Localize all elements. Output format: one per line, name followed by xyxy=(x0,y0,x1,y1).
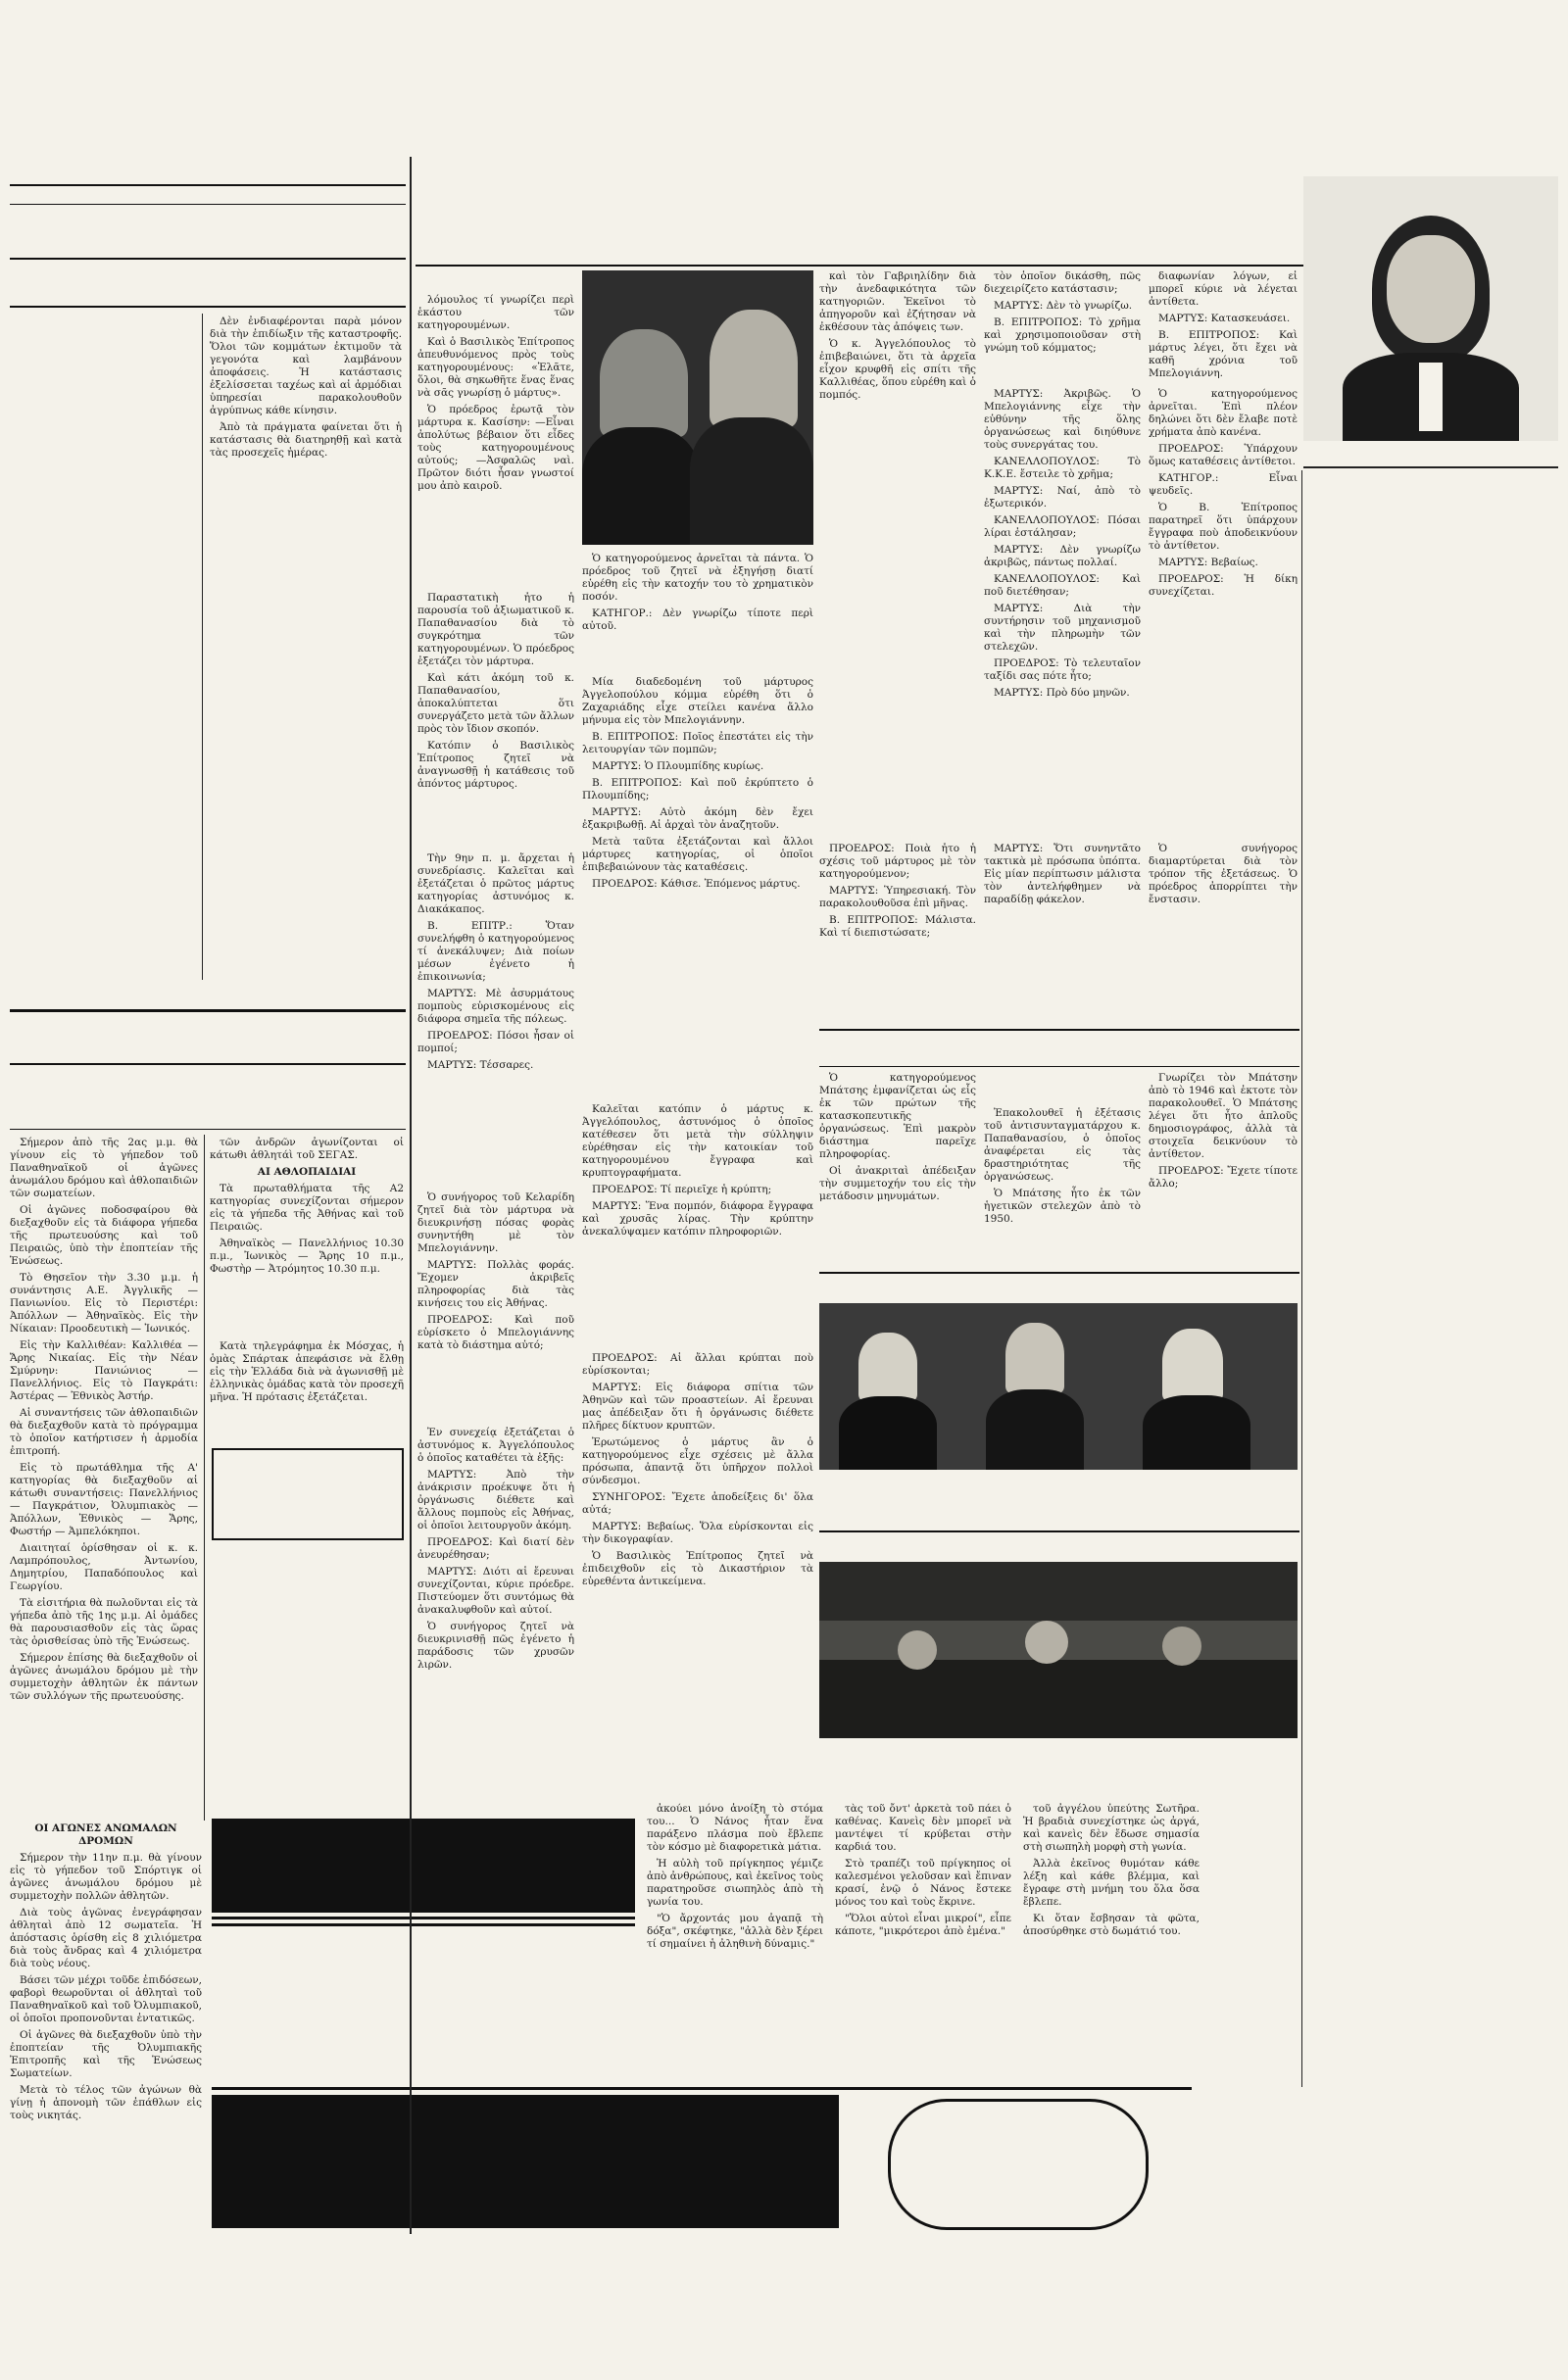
serial-text-1: ἀκούει μόνο ἀνοίξη τὸ στόμα του... Ὁ Νάνος ἦταν ἕνα παράξενο πλάσμα ποὺ ἔβλεπε τὸν κόσμο μὲ διαφορετικὰ μάτια. Ἡ αὐλὴ τοῦ πρίγκηπος γέμιζε ἀπὸ ἀνθρώπους, καὶ ἐκεῖνος τοὺς παρατηροῦσε σιωπηλὸς ἀπὸ τὴ γωνία του. "Ὁ ἄρχοντάς μου ἀγαπᾷ τὴ δόξα", σκέφτηκε, "ἀλλὰ δὲν ξέρει τί σημαίνει ἡ ἀληθινὴ δύναμις." xyxy=(647,1803,823,1950)
photo-funeral-caption xyxy=(819,1742,1298,1795)
story-text-col3b: Παραστατικὴ ἦτο ἡ παρουσία τοῦ ἀξιωματικοῦ κ. Παπαθανασίου διὰ τὸ συγκρότημα τῶν κατηγορουμένων. Ὁ πρόεδρος ἐξετάζει τὸν μάρτυρα. Καὶ κάτι ἀκόμη τοῦ κ. Παπαθανασίου, ἀποκαλύπτεται ὅτι συνεργάζετο μετὰ τῶν ἄλλων πρὸς τὸν ἴδιον σκοπόν. Κατόπιν ὁ Βασιλικὸς Ἐπίτροπος ζητεῖ νὰ ἀναγνωσθῇ ἡ κατάθεσις τοῦ ἀπόντος μάρτυρος. xyxy=(417,592,574,790)
masthead-name xyxy=(10,157,406,180)
story-text-col4a: Ὁ κατηγορούμενος ἀρνεῖται τὰ πάντα. Ὁ πρόεδρος τοῦ ζητεῖ νὰ ἐξηγήσῃ διατί εὑρέθη εἰς τὴν κατοχήν του τὸ χρηματικὸν ποσόν. ΚΑΤΗΓΟΡ.: Δὲν γνωρίζω τίποτε περὶ αὐτοῦ. xyxy=(582,553,813,632)
photo-invitation xyxy=(819,1303,1298,1470)
story-text-col7c: Ὁ συνήγορος διαμαρτύρεται διὰ τὸν τρόπον τῆς ἐξετάσεως. Ὁ πρόεδρος ἀπορρίπτει τὴν ἔνστασιν. xyxy=(1149,843,1298,905)
story-text-col7b: Ὁ κατηγορούμενος ἀρνεῖται. Ἐπὶ πλέον δηλώνει ὅτι δὲν ἔλαβε ποτὲ χρήματα ἀπὸ κανένα. ΠΡΟΕΔΡΟΣ: Ὑπάρχουν ὅμως καταθέσεις ἀντίθετοι. ΚΑΤΗΓΟΡ.: Εἶναι ψευδεῖς. Ὁ Β. Ἐπίτροπος παρατηρεῖ ὅτι ὑπάρχουν ἔγγραφα ποὺ ἀποδεικνύουν τὸ ἀντίθετον. ΜΑΡΤΥΣ: Βεβαίως. ΠΡΟΕΔΡΟΣ: Ἡ δίκη συνεχίζεται. xyxy=(1149,388,1298,598)
spy-text-col1: Ὁ κατηγορούμενος Μπάτσης ἐμφανίζεται ὡς εἷς ἐκ τῶν πρώτων τῆς κατασκοπευτικῆς ὀργανώσεως. Ἐπὶ μακρὸν διάστημα παρεῖχε πληροφορίας. Οἱ ἀνακριταὶ ἀπέδειξαν τὴν συμμετοχήν του εἰς τὴν μετάδοσιν μηνυμάτων. xyxy=(819,1072,976,1202)
story-text-col3d: Ὁ συνήγορος τοῦ Κελαρίδη ζητεῖ διὰ τὸν μάρτυρα νὰ διευκρινήσῃ πόσας φορὰς συνηντήθη μὲ τὸν Μπελογιάννην. ΜΑΡΤΥΣ: Πολλὰς φοράς. Ἔχομεν ἀκριβεῖς πληροφορίας διὰ τὰς κινήσεις του εἰς Ἀθήνας. ΠΡΟΕΔΡΟΣ: Καὶ ποῦ εὑρίσκετο ὁ Μπελογιάννης κατὰ τὸ διάστημα αὐτό; xyxy=(417,1191,574,1351)
doctor-ad xyxy=(212,1448,404,1540)
col2-text-1 xyxy=(210,529,402,833)
serial-text-3: τοῦ ἀγγέλου ὑπεύτης Σωτῆρα. Ἡ βραδιὰ συνεχίστηκε ὡς ἀργά, καὶ κανεὶς δὲν ἔδωσε σημασία στὴ σιωπηλὴ μορφὴ στὴ γωνία. Ἀλλὰ ἐκεῖνος θυμόταν κάθε λέξη καὶ κάθε βλέμμα, καὶ ἔγραφε στὴ μνήμη του ὅλα ὅσα ἔβλεπε. Κι ὅταν ἔσβησαν τὰ φῶτα, ἀποσύρθηκε στὸ δωμάτιό του. xyxy=(1023,1803,1200,1937)
book-ad xyxy=(212,1819,635,1913)
story-text-col3c: Τὴν 9ην π. μ. ἄρχεται ἡ συνεδρίασις. Καλεῖται καὶ ἐξετάζεται ὁ πρῶτος μάρτυς κατηγορίας ἀστυνόμος κ. Διακάκαπος. Β. ΕΠΙΤΡ.: Ὅταν συνελήφθη ὁ κατηγορούμενος τί ἀνεκάλυψεν; Διὰ ποίων μέσων ἐγένετο ἡ ἐπικοινωνία; ΜΑΡΤΥΣ: Μὲ ἀσυρμάτους πομποὺς εὑρισκομένους εἰς διάφορα σημεῖα τῆς πόλεως. ΠΡΟΕΔΡΟΣ: Πόσοι ἦσαν οἱ πομποί; ΜΑΡΤΥΣ: Τέσσαρες. xyxy=(417,852,574,1071)
story-text-col5b: ΠΡΟΕΔΡΟΣ: Ποιὰ ἦτο ἡ σχέσις τοῦ μάρτυρος μὲ τὸν κατηγορούμενον; ΜΑΡΤΥΣ: Ὑπηρεσιακή. Τὸν παρακολουθοῦσα ἐπὶ μῆνας. Β. ΕΠΙΤΡΟΠΟΣ: Μάλιστα. Καὶ τί διεπιστώσατε; xyxy=(819,843,976,939)
col2-text-2 xyxy=(210,860,402,980)
story-text-col4b: Μία διαδεδομένη τοῦ μάρτυρος Ἀγγελοπούλου κόμμα εὑρέθη ὅτι ὁ Ζαχαριάδης εἶχε στείλει κανένα ἄλλο μήνυμα εἰς τὸν Μπελογιάννην. Β. ΕΠΙΤΡΟΠΟΣ: Ποῖος ἐπεστάτει εἰς τὴν λειτουργίαν τῶν πομπῶν; ΜΑΡΤΥΣ: Ὁ Πλουμπίδης κυρίως. Β. ΕΠΙΤΡΟΠΟΣ: Καὶ ποῦ ἐκρύπτετο ὁ Πλουμπίδης; ΜΑΡΤΥΣ: Αὐτὸ ἀκόμη δὲν ἔχει ἐξακριβωθῇ. Αἱ ἀρχαὶ τὸν ἀναζητοῦν. Μετὰ ταῦτα ἐξετάζονται καὶ ἄλλοι μάρτυρες κατηγορίας, οἱ ὁποῖοι ἐπιβεβαιώνουν τὰς καταθέσεις. ΠΡΟΕΔΡΟΣ: Κάθισε. Ἐπόμενος μάρτυς. xyxy=(582,676,813,890)
sports-text-right: τῶν ἀνδρῶν ἀγωνίζονται οἱ κάτωθι ἀθλητάὶ τοῦ ΣΕΓΑΣ. ΑΙ ΑΘΛΟΠΑΙΔΙΑΙ Τὰ πρωταθλήματα τῆς Α2 κατηγορίας συνεχίζονται σήμερον εἰς τὰ γήπεδα τῆς Ἀθήνας καὶ τοῦ Πειραιῶς. Ἀθηναϊκὸς — Πανελλήνιος 10.30 π.μ., Ἰωνικὸς — Ἄρης 10 π.μ., Φωστὴρ — Ἀτρόμητος 10.30 π.μ. xyxy=(210,1137,404,1275)
sports-text-left: Σήμερον ἀπὸ τῆς 2ας μ.μ. θὰ γίνουν εἰς τὸ γήπεδον τοῦ Παναθηναϊκοῦ οἱ ἀγῶνες ἀνωμάλου δρόμου καὶ ἀθλοπαιδιῶν τῶν σωματείων. Οἱ ἀγῶνες ποδοσφαίρου θὰ διεξαχθοῦν εἰς τὰ διάφορα γήπεδα τῆς πρωτευούσης καὶ τοῦ Πειραιῶς, ὑπὸ τὴν ἐποπτείαν τῆς Ἑνώσεως. Τὸ Θησεῖον τὴν 3.30 μ.μ. ἡ συνάντησις Α.Ε. Ἀγγλικῆς — Πανιωνίου. Εἰς τὸ Περιστέρι: Ἀπόλλων — Ἀθηναϊκὸς. Εἰς τὴν Νίκαιαν: Προοδευτικὴ — Ἰωνικός. Εἰς τὴν Καλλιθέαν: Καλλιθέα — Ἄρης Νικαίας. Εἰς τὴν Νέαν Σμύρνην: Πανιώνιος — Πανελλήνιος. Εἰς τὸ Παγκράτι: Ἀστέρας — Ἐθνικὸς Ἀστήρ. Αἱ συναντήσεις τῶν ἀθλοπαιδιῶν θὰ διεξαχθοῦν κατὰ τὸ πρόγραμμα τὸ ὁποῖον κατήρτισεν ἡ ἁρμοδία ἐπιτροπή. Εἰς τὸ πρωτάθλημα τῆς Α' κατηγορίας θὰ διεξαχθοῦν αἱ κάτωθι συναντήσεις: Πανελλήνιος — Παγκράτιον, Ὀλυμπιακὸς — Ἀπόλλων, Ἐθνικὸς — Ἄρης, Φωστήρ — Ἀμπελόκηποι. Διαιτηταί ὁρίσθησαν οἱ κ. κ. Λαμπρόπουλος, Ἀντωνίου, Δημητρίου, Παπαδόπουλος καὶ Γεωργίου. Τὰ εἰσιτήρια θὰ πωλοῦνται εἰς τὰ γήπεδα ἀπὸ τῆς 1ης μ.μ. Αἱ ὁμάδες θὰ παρουσιασθοῦν εἰς τὰς ὥρας τὰς ὁρισθείσας ὑπὸ τῆς Ἑνώσεως. Σήμερον ἐπίσης θὰ διεξαχθοῦν οἱ ἀγῶνες ἀνωμάλου δρόμου μὲ τὴν συμμετοχὴν ἀθλητῶν ἐκ πάντων τῶν συλλόγων τῆς πρωτευούσης. xyxy=(10,1137,198,1702)
photo-defendants xyxy=(582,270,813,545)
notes-text-2 xyxy=(10,506,196,731)
notes-text-3 xyxy=(10,756,196,913)
story-text-col6a: τὸν ὁποῖον δικάσθη, πῶς διεχειρίζετο κατάστασιν; ΜΑΡΤΥΣ: Δὲν τὸ γνωρίζω. Β. ΕΠΙΤΡΟΠΟΣ: Τὸ χρῆμα καὶ χρησιμοποιοῦσαν στὴ γνώμη τοῦ κόμματος; xyxy=(984,270,1141,354)
story-text-col7a: διαφωνίαν λόγων, εἰ μπορεῖ κύριε νὰ λέγεται ἀντίθετα. ΜΑΡΤΥΣ: Κατασκευάσει. Β. ΕΠΙΤΡΟΠΟΣ: Καὶ μάρτυς λέγει, ὅτι ἔχει νὰ καθῆ χρόνια τοῦ Μπελογιάννη. xyxy=(1149,270,1298,378)
notes-text-1 xyxy=(10,333,196,480)
sports-text-bottom: ΟΙ ΑΓΩΝΕΣ ΑΝΩΜΑΛΩΝ ΔΡΟΜΩΝ Σήμερον τὴν 11ην π.μ. θὰ γίνουν εἰς τὸ γήπεδον τοῦ Σπόρτιγκ οἱ ἀγῶνες ἀνωμάλου δρόμου μὲ συμμετοχὴν πολλῶν ἀθλητῶν. Διὰ τοὺς ἀγῶνας ἐνεγράφησαν ἀθληταὶ ἀπὸ 12 σωματεῖα. Ἡ ἀπόστασις ὁρίσθη εἰς 8 χιλιόμετρα διὰ τοὺς ἄνδρας καὶ 4 χιλιόμετρα διὰ τοὺς νέους. Βάσει τῶν μέχρι τοῦδε ἐπιδόσεων, φαβορὶ θεωροῦνται οἱ ἀθληταὶ τοῦ Παναθηναϊκοῦ καὶ τοῦ Ὀλυμπιακοῦ, οἱ ὁποῖοι προπονοῦνται ἐντατικῶς. Οἱ ἀγῶνες θὰ διεξαχθοῦν ὑπὸ τὴν ἐποπτείαν τῆς Ὀλυμπιακῆς Ἐπιτροπῆς καὶ τῆς Ἑνώσεως Σωματείων. Μετὰ τὸ τέλος τῶν ἀγώνων θὰ γίνῃ ἡ ἀπονομὴ τῶν ἐπάθλων εἰς τοὺς νικητάς. xyxy=(10,1822,202,2121)
race-ad xyxy=(212,2087,1192,2234)
masthead xyxy=(10,157,406,255)
portrait-witness xyxy=(1303,176,1558,441)
story-text-col4d: ΠΡΟΕΔΡΟΣ: Αἱ ἄλλαι κρύπται ποὺ εὑρίσκονται; ΜΑΡΤΥΣ: Εἰς διάφορα σπίτια τῶν Ἀθηνῶν καὶ τῶν προαστείων. Αἱ ἔρευναι μας ἀπέδειξαν ὅτι ἡ ὀργάνωσις διέθετε πλῆρες δίκτυον κρυπτῶν. Ἐρωτώμενος ὁ μάρτυς ἂν ὁ κατηγορούμενος εἶχε σχέσεις μὲ ἄλλα πρόσωπα, ἀπαντᾷ ὅτι ὑπῆρχον πολλοὶ σύνδεσμοι. ΣΥΝΗΓΟΡΟΣ: Ἔχετε ἀποδείξεις δι' ὅλα αὐτά; ΜΑΡΤΥΣ: Βεβαίως. Ὅλα εὑρίσκονται εἰς τὴν δικογραφίαν. Ὁ Βασιλικὸς Ἐπίτροπος ζητεῖ νὰ ἐπιδειχθοῦν εἰς τὸ Δικαστήριον τὰ εὑρεθέντα ἀντικείμενα. xyxy=(582,1352,813,1587)
race-ad-today-box xyxy=(888,2099,1149,2230)
story-text-col6b: ΜΑΡΤΥΣ: Ἀκριβῶς. Ὁ Μπελογιάννης εἶχε τὴν εὐθύνην τῆς ὅλης ὀργανώσεως καὶ διηύθυνε τοὺς συνεργάτας του. ΚΑΝΕΛΛΟΠΟΥΛΟΣ: Τὸ Κ.Κ.Ε. ἔστειλε τὸ χρῆμα; ΜΑΡΤΥΣ: Ναί, ἀπὸ τὸ ἐξωτερικόν. ΚΑΝΕΛΛΟΠΟΥΛΟΣ: Πόσαι λίραι ἐστάλησαν; ΜΑΡΤΥΣ: Δὲν γνωρίζω ἀκριβῶς, πάντως πολλαί. ΚΑΝΕΛΛΟΠΟΥΛΟΣ: Καὶ ποῦ διετέθησαν; ΜΑΡΤΥΣ: Διὰ τὴν συντήρησιν τοῦ μηχανισμοῦ καὶ τὴν πληρωμὴν τῶν στελεχῶν. ΠΡΟΕΔΡΟΣ: Τὸ τελευταῖον ταξίδι σας πότε ἦτο; ΜΑΡΤΥΣ: Πρὸ δύο μηνῶν. xyxy=(984,388,1141,699)
serial-text-2: τὰς τοῦ ὄντ' ἀρκετὰ τοῦ πάει ὁ καθένας. Κανεὶς δὲν μπορεῖ νὰ μαντέψει τί κρύβεται στὴν καρδιά του. Στὸ τραπέζι τοῦ πρίγκηπος οἱ καλεσμένοι γελοῦσαν καὶ ἔπιναν κρασί, ἐνῷ ὁ Νάνος ἔστεκε μόνος του καὶ τοὺς ἔκρινε. "Ὅλοι αὐτοὶ εἶναι μικροί", εἶπε κάποτε, "μικρότεροι ἀπὸ ἐμένα." xyxy=(835,1803,1011,1937)
spy-text-col3: Γνωρίζει τὸν Μπάτσην ἀπὸ τὸ 1946 καὶ ἐκτοτε τὸν παρακολουθεῖ. Ὁ Μπάτσης λέγει ὅτι ἦτο ἁπλοῦς δημοσιογράφος, ἀλλὰ τὰ στοιχεῖα δεικνύουν τὸ ἀντίθετον. ΠΡΟΕΔΡΟΣ: Ἔχετε τίποτε ἄλλο; xyxy=(1149,1072,1298,1190)
sports-text-right-2: Κατὰ τηλεγράφημα ἐκ Μόσχας, ἡ ὁμὰς Σπάρτακ ἀπεφάσισε νὰ ἔλθῃ εἰς τὴν Ἑλλάδα διὰ νὰ ἀγωνισθῇ μὲ ἑλληνικὰς ὁμάδας κατὰ τὸν προσεχῆ μῆνα. Ἡ πρότασις ἐξετάζεται. xyxy=(210,1340,404,1403)
photo-invitation-caption xyxy=(819,1474,1298,1525)
book-ad-author xyxy=(212,1917,635,1926)
story-text-col3e: Ἐν συνεχείᾳ ἐξετάζεται ὁ ἀστυνόμος κ. Ἀγγελόπουλος ὁ ὁποῖος καταθέτει τὰ ἑξῆς: ΜΑΡΤΥΣ: Ἀπὸ τὴν ἀνάκρισιν προέκυψε ὅτι ἡ ὀργάνωσις διέθετε καὶ ἄλλους πομποὺς εἰς Ἀθήνας, οἱ ὁποῖοι λειτουργοῦν ἀκόμη. ΠΡΟΕΔΡΟΣ: Καὶ διατί δὲν ἀνευρέθησαν; ΜΑΡΤΥΣ: Διότι αἱ ἔρευναι συνεχίζονται, κύριε πρόεδρε. Πιστεύομεν ὅτι συντόμως θὰ ἀνακαλυφθοῦν καὶ αὐτοί. Ὁ συνήγορος ζητεῖ νὰ διευκρινισθῇ πῶς ἐγένετο ἡ παράδοσις τῶν χρυσῶν λιρῶν. xyxy=(417,1427,574,1671)
story-text-col5a: καὶ τὸν Γαβριηλίδην διὰ τὴν ἀνεδαφικότητα τῶν κατηγοριῶν. Ἐκεῖνοι τὸ ἀπηγοροῦν καὶ ἐζήτησαν νὰ ἐκθέσουν τὰς ἀπόψεις των. Ὁ κ. Ἀγγελόπουλος τὸ ἐπιβεβαιώνει, ὅτι τὰ ἀρχεῖα εἶχον κρυφθῆ εἰς σπίτι τῆς Καλλιθέας, ὅπου εὑρέθη καὶ ὁ πομπός. xyxy=(819,270,976,401)
story-text-col3a: λόμουλος τί γνωρίζει περὶ ἑκάστου τῶν κατηγορουμένων. Καὶ ὁ Βασιλικὸς Ἐπίτροπος ἀπευθυνόμενος πρὸς τοὺς κατηγορουμένους: «Ἐλᾶτε, ὅλοι, θὰ σηκωθῆτε ἕνας ἕνας νὰ σᾶς γνωρίσῃ ὁ μάρτυς». Ὁ πρόεδρος ἐρωτᾷ τὸν μάρτυρα κ. Κασίσην: —Εἶναι ἀπολύτως βέβαιον ὅτι εἶδες τοὺς κατηγορουμένους αὐτούς; —Ἀσφαλῶς ναὶ. Πρῶτον διότι ἦσαν γνωστοί μου ἀπὸ καιροῦ. xyxy=(417,294,574,492)
col2-text-top: Δὲν ἐνδιαφέρονται παρὰ μόνον διὰ τὴν ἐπιδίωξιν τῆς καταστροφῆς. Ὅλοι τῶν κομμάτων ἐκτιμοῦν τὰ γεγονότα καὶ λαμβάνουν ἀποφάσεις. Ἡ κατάστασις ἐξελίσσεται ταχέως καὶ αἱ ἀρμόδιαι ὑπηρεσίαι παρακολουθοῦν ἀγρύπνως κάθε κίνησιν. Ἀπὸ τὰ πράγματα φαίνεται ὅτι ἡ κατάστασις θὰ διατηρηθῇ καὶ κατὰ τὰς προσεχεῖς ἡμέρας. xyxy=(210,316,402,459)
spy-text-col2: Ἐπακολουθεῖ ἡ ἐξέτασις τοῦ ἀντισυνταγματάρχου κ. Παπαθανασίου, ὁ ὁποῖος ἀναφέρεται εἰς τὰς δραστηριότητας τῆς ὀργανώσεως. Ὁ Μπάτσης ἦτο ἐκ τῶν ἡγετικῶν στελεχῶν ἀπὸ τὸ 1950. xyxy=(984,1107,1141,1225)
story-text-col6c: ΜΑΡΤΥΣ: Ὅτι συνηντᾶτο τακτικὰ μὲ πρόσωπα ὑπόπτα. Εἰς μίαν περίπτωσιν μάλιστα τὸν ἀντελήφθημεν νὰ παραδίδῃ φάκελον. xyxy=(984,843,1141,905)
photo-funeral xyxy=(819,1562,1298,1738)
notes-text-4 xyxy=(10,939,196,980)
race-ad-banner xyxy=(212,2095,839,2228)
story-text-col4c: Καλεῖται κατόπιν ὁ μάρτυς κ. Ἀγγελόπουλος, ἀστυνόμος ὁ ὁποῖος κατέθεσεν ὅτι μετὰ τὴν σύλληψιν εὑρέθησαν εἰς τὴν κατοικίαν τοῦ κατηγορουμένου ἔγγραφα καὶ κρυπτογραφήματα. ΠΡΟΕΔΡΟΣ: Τί περιεῖχε ἡ κρύπτη; ΜΑΡΤΥΣ: Ἕνα πομπόν, διάφορα ἔγγραφα καὶ χρυσᾶς λίρας. Τὴν κρύπτην ἀνεκαλύψαμεν κατόπιν πληροφοριῶν. xyxy=(582,1103,813,1238)
